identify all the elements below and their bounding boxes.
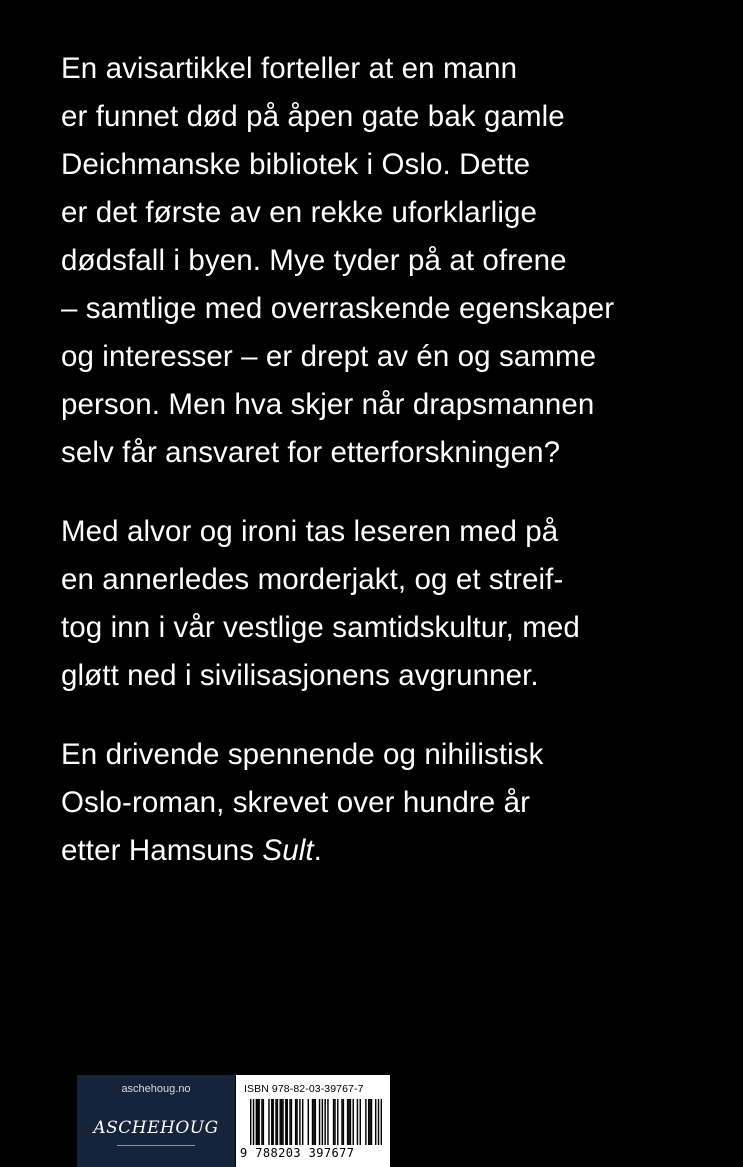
barcode-bar — [315, 1099, 316, 1145]
barcode-bar — [375, 1099, 376, 1145]
barcode-bar — [281, 1099, 282, 1145]
barcode-bar — [341, 1099, 342, 1145]
barcode-bar — [299, 1099, 300, 1145]
blurb-line: Oslo-roman, skrevet over hundre år — [61, 786, 531, 819]
blurb-line: er det første av en rekke uforklarlige — [61, 196, 538, 229]
isbn-text: ISBN 978-82-03-39767-7 — [244, 1083, 364, 1095]
blurb-paragraph-2 — [61, 508, 701, 700]
barcode-bar — [261, 1099, 262, 1145]
barcode-icon — [250, 1099, 382, 1145]
blurb-line: Med alvor og ironi tas leseren med på — [61, 515, 559, 548]
barcode-bar — [357, 1099, 358, 1145]
barcode-bar — [312, 1099, 313, 1145]
blurb-line: og interesser – er drept av én og samme — [61, 340, 597, 373]
blurb-text: . — [313, 834, 322, 867]
barcode-bar — [337, 1099, 338, 1145]
barcode-bar — [277, 1099, 278, 1145]
blurb-line: person. Men hva skjer når drapsmannen — [61, 388, 595, 421]
barcode-bar — [343, 1099, 344, 1145]
barcode-bar — [322, 1099, 323, 1145]
barcode-bar — [360, 1099, 361, 1145]
barcode-bar — [256, 1099, 257, 1145]
barcode-bar — [279, 1099, 280, 1145]
blurb-paragraph-1 — [61, 45, 701, 477]
barcode-bar — [253, 1099, 254, 1145]
barcode-bar — [282, 1099, 283, 1145]
blurb-line: en annerledes morderjakt, og et streif- — [61, 563, 564, 596]
blurb-line: – samtlige med overraskende egenskaper — [61, 292, 615, 325]
blurb-line: selv får ansvaret for etterforskningen? — [61, 436, 561, 469]
barcode-panel — [236, 1075, 390, 1167]
book-title-italic: Sult — [262, 834, 314, 867]
barcode-bar — [333, 1099, 334, 1145]
barcode-bar — [257, 1099, 258, 1145]
publisher-logo: ASCHEHOUG — [93, 1118, 219, 1138]
barcode-bar — [334, 1099, 335, 1145]
barcode-bar — [368, 1099, 369, 1145]
barcode-bar — [313, 1099, 314, 1145]
barcode-bar — [271, 1099, 272, 1145]
blurb-line: er funnet død på åpen gate bak gamle — [61, 100, 565, 133]
blurb-line: gløtt ned i sivilisasjonens avgrunner. — [61, 659, 539, 692]
barcode-bar — [348, 1099, 349, 1145]
back-cover-blurb — [61, 45, 701, 906]
blurb-line: En avisartikkel forteller at en mann — [61, 52, 518, 85]
blurb-line: dødsfall i byen. Mye tyder på at ofrene — [61, 244, 567, 277]
barcode-bar — [291, 1099, 292, 1145]
publisher-url: aschehoug.no — [121, 1083, 191, 1095]
barcode-bar — [272, 1099, 273, 1145]
blurb-line: En drivende spennende og nihilistisk — [61, 738, 544, 771]
publisher-panel — [77, 1075, 235, 1167]
blurb-line: tog inn i vår vestlige samtidskultur, med — [61, 611, 580, 644]
barcode-bar — [296, 1099, 297, 1145]
barcode-bar — [263, 1099, 264, 1145]
barcode-bar — [289, 1099, 290, 1145]
barcode-bar — [378, 1099, 379, 1145]
barcode-bar — [302, 1099, 303, 1145]
barcode-bar — [258, 1099, 259, 1145]
blurb-text: etter Hamsuns — [61, 834, 263, 867]
blurb-line: Deichmanske bibliotek i Oslo. Dette — [61, 148, 531, 181]
barcode-bar — [347, 1099, 348, 1145]
barcode-bar — [350, 1099, 351, 1145]
barcode-digits: 9 788203 397677 — [240, 1146, 355, 1160]
barcode-bar — [308, 1099, 309, 1145]
barcode-bar — [327, 1099, 328, 1145]
barcode-bar — [275, 1099, 276, 1145]
barcode-bar — [287, 1099, 288, 1145]
barcode-bar — [250, 1099, 251, 1145]
logo-underline — [117, 1145, 195, 1146]
barcode-bar — [381, 1099, 382, 1145]
barcode-bar — [324, 1099, 325, 1145]
barcode-bar — [285, 1099, 286, 1145]
barcode-bar — [295, 1099, 296, 1145]
barcode-bar — [371, 1099, 372, 1145]
barcode-bar — [319, 1099, 320, 1145]
barcode-bar — [369, 1099, 370, 1145]
barcode-bar — [365, 1099, 366, 1145]
barcode-bar — [353, 1099, 354, 1145]
blurb-paragraph-3 — [61, 731, 701, 875]
barcode-bar — [268, 1099, 269, 1145]
blurb-line — [61, 827, 701, 875]
